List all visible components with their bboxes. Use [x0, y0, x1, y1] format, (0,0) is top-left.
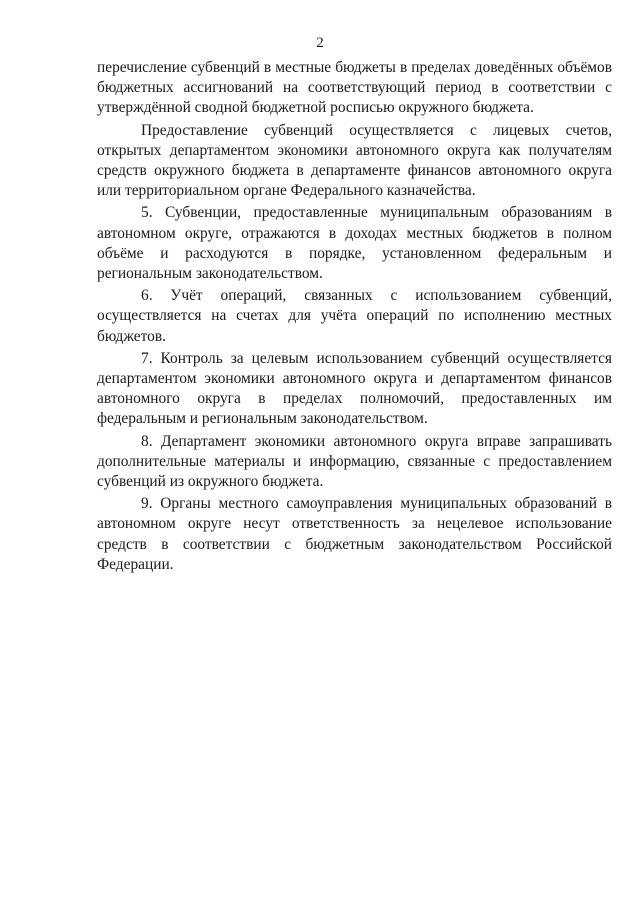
paragraph-item-9: 9. Органы местного самоуправления муниципальных образований в автономном округе несут ответственность за нецелевое использование средств в соответствии с бюджетным законодательством Российской Федерации.: [97, 495, 612, 573]
page-number: 2: [316, 35, 324, 51]
paragraph-item-5: 5. Субвенции, предоставленные муниципальным образованиям в автономном округе, отражаются в доходах местных бюджетов в полном объёме и расходуются в порядке, установленном федеральным и региональным законодательством.: [97, 204, 612, 283]
document-body: [97, 58, 612, 577]
paragraph-item-7: 7. Контроль за целевым использованием субвенций осуществляется департаментом экономики автономного округа и департаментом финансов автономного округа в пределах полномочий, предоставленных им федеральным и региональным законодательством.: [97, 349, 612, 428]
paragraph-item-8: 8. Департамент экономики автономного округа вправе запрашивать дополнительные материалы и информацию, связанные с предоставлением субвенций из окружного бюджета.: [97, 432, 612, 491]
paragraph-item-6: 6. Учёт операций, связанных с использованием субвенций, осуществляется на счетах для учёта операций по исполнению местных бюджетов.: [97, 287, 612, 345]
paragraph-subsidy-accounts: Предоставление субвенций осуществляется с лицевых счетов, открытых департаментом экономики автономного округа как получателям средств окружного бюджета в департаменте финансов автономного округа или территориальном органе Федерального казначейства.: [97, 121, 612, 200]
paragraph-continuation: перечисление субвенций в местные бюджеты в пределах доведённых объёмов бюджетных ассигнований на соответствующий период в соответствии с утверждённой сводной бюджетной росписью окружного бюджета.: [97, 59, 612, 117]
